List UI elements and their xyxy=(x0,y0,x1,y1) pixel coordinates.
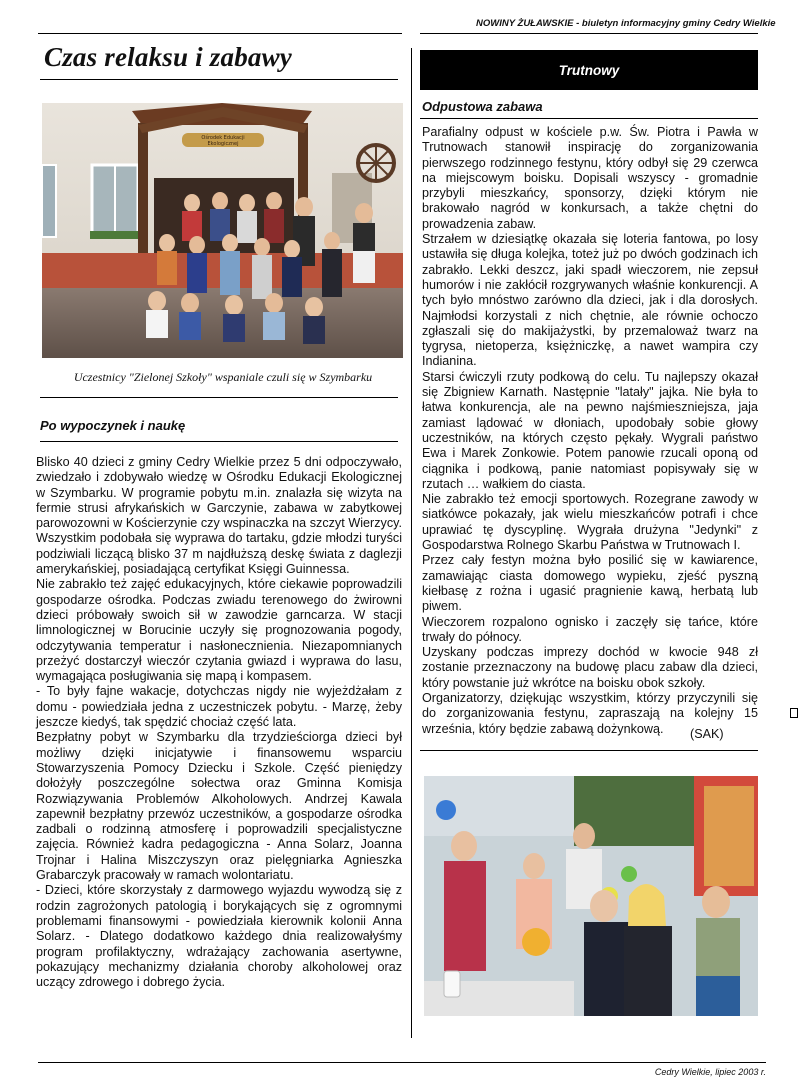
sign-line-1: Ośrodek Edukacji xyxy=(201,135,245,141)
title-underline xyxy=(40,79,398,80)
left-article-title: Po wypoczynek i naukę xyxy=(40,418,186,433)
right-article-end-rule xyxy=(420,750,758,751)
left-paragraph: - Dzieci, które skorzystały z darmowego wyjazdu wywodzą się z rodzin zagrożonych patologią i borykających się z ogromnymi problemami finansowymi - powiedziała kierownik kolonii Anna Solarz. - Dlatego dodatkowo każdego dnia realizowałyśmy program profilaktyczny, wdrażający zachowania asertywne, pokazujący mechanizmy działania choroby alkoholowej oraz uczący zdrowego i dobrego życia. xyxy=(36,883,402,990)
right-paragraph: Parafialny odpust w kościele p.w. Św. Piotra i Pawła w Trutnowach stanowił inspirację do zorganizowania pierwszego rodzinnego festynu, który odbył się 29 czerwca na miejscowym boisku. Dopisali wszyscy - gromadnie przybyli mieszkańcy, sponsorzy, dzięki którym nie brakowało nagród w konkursach, a także chętni do prowadzenia zabaw. xyxy=(422,125,758,231)
banner-label: Trutnowy xyxy=(558,62,620,78)
festival-photo-illustration xyxy=(424,776,758,1016)
footer-rule xyxy=(38,1062,766,1063)
right-article-body xyxy=(422,125,758,737)
running-footer: Cedry Wielkie, lipiec 2003 r. xyxy=(654,1067,766,1077)
right-paragraph: Nie zabrakło też emocji sportowych. Rozegrane zawody w siatkówce pokazały, jak wielu mieszkańców potrafi i chce uprawiać tę dyscyplinę. Wygrała drużyna "Jedynki" z Gospodarstwa Rolnego Skarbu Państwa w Trutnowach I. xyxy=(422,492,758,553)
left-paragraph: Nie zabrakło też zajęć edukacyjnych, które ciekawie poprowadzili gospodarze ośrodka. Podczas zwiadu terenowego do żwirowni dzieci próbowały swoich sił w zawodzie garncarza. W stacji limnologicznej w Borucinie uczyły się prognozowania pogody, odczytywania temperatur i nasłonecznienia. Niezapomnianych przeżyć dostarczył wieczór czytania gwiazd i wyprawa do lasu, wymagająca posługiwania się mapą i kompasem. xyxy=(36,577,402,684)
section-banner xyxy=(420,50,758,90)
group-photo xyxy=(42,103,403,358)
right-paragraph: Strzałem w dziesiątkę okazała się loteria fantowa, po losy ustawiła się długa kolejka, toteż już po dwóch godzinach ich zabrakło. Lekki deszcz, jaki spadł wieczorem, nie zepsuł humorów i nie zakłócił rozgrywanych właśnie konkurencji. A tych było mnóstwo zarówno dla dzieci, jak i dla dorosłych. Najmłodsi korzystali z nich chętnie, ale równie ochoczo zgłaszali się do makijażystki, by przemaloważ twarz na tygrysa, nietoperza, księżniczkę, a nawet wampira czy Indianina. xyxy=(422,232,758,369)
left-article-body xyxy=(36,455,402,990)
left-article-rule xyxy=(40,441,398,442)
running-header: NOWINY ŻUŁAWSKIE - biuletyn informacyjny gminy Cedry Wielkie xyxy=(476,18,776,29)
left-paragraph: Blisko 40 dzieci z gminy Cedry Wielkie przez 5 dni odpoczywało, zwiedzało i zdobywało wiedzę w Ośrodku Edukacji Ekologicznej w Szymbarku. W programie pobytu m.in. znalazła się wizyta na fermie strusi afrykańskich w Garczynie, zabawa w zabytkowej parowozowni w Kościerzynie czy wspinaczka na szczyt Wierzycy. Wszystkim podobała się wyprawa do tartaku, gdzie młodzi turyści podziwiali liczącą blisko 37 m najdłuższą deskę świata z daglezji amerykańskiej, posiadającą certyfikat Księgi Guinnessa. xyxy=(36,455,402,577)
right-article-title: Odpustowa zabawa xyxy=(422,99,543,114)
left-paragraph: Bezpłatny pobyt w Szymbarku dla trzydzieściorga dzieci był możliwy dzięki inicjatywie i finansowemu wsparciu Stowarzyszenia Pomocy Dziecku i Szkole. Część pieniędzy dołożyły poszczególne sołectwa oraz Gminna Komisja Rozwiązywania Problemów Alkoholowych. Andrzej Kawala zapewnił bezpłatny przewóz uczestników, a gospodarze ośrodka zadbali o rodzinną atmosferę i poprowadzili specjalistyczne zajęcia. Również kadra pedagogiczna - Anna Solarz, Joanna Trojnar i Halina Miszczyszyn oraz pielęgniarka Agnieszka Grabarczyk pracowały w ramach wolontariatu. xyxy=(36,730,402,883)
right-paragraph: Wieczorem rozpalono ognisko i zaczęły się tańce, które trwały do północy. xyxy=(422,614,758,644)
right-paragraph: Organizatorzy, dziękując wszystkim, którzy przyczynili się do zorganizowania festynu, zapraszają na kolejny 15 września, który będzie zabawą dożynkową. xyxy=(422,690,758,736)
group-photo-illustration xyxy=(42,103,403,358)
right-paragraph: Uzyskany podczas imprezy dochód w kwocie 948 zł zostanie przeznaczony na budowę placu zabaw dla dzieci, który powstanie już wkrótce na boisku obok szkoły. xyxy=(422,645,758,690)
festival-photo xyxy=(424,776,758,1016)
caption-underline xyxy=(40,397,398,398)
margin-marker xyxy=(790,708,798,718)
left-paragraph: - To były fajne wakacje, dotychczas nigdy nie wyjeżdżałam z domu - powiedziała jedna z uczestniczek pobytu. - Marzę, żeby jeszcze kiedyś, tak spędzić chociaż część lata. xyxy=(36,684,402,730)
right-paragraph: Starsi ćwiczyli rzuty podkową do celu. Tu najlepszy okazał się Zbigniew Karnath. Następnie "latały" jajka. Nie była to łatwa konkurencja, ale na pewno najśmieszniejsza, jaja zamiast lądować w dłoniach, upodobały sobie głowy uczestników, na których często pękały. Wygrali państwo Ewa i Marek Zonkowie. Potem panowie rzucali oponą od ciągnika i podkową, panie natomiast popisywały się w rzutach … wałkiem do ciasta. xyxy=(422,369,758,491)
column-divider xyxy=(411,48,412,1038)
right-paragraph: Przez cały festyn można było posilić się w kawiarence, zamawiając ciasta domowego wypieku, zjeść pyszną kiełbasę z rożna i ugasić pragnienie kawą, herbatą lub piwem. xyxy=(422,553,758,614)
sign-line-2: Ekologicznej xyxy=(207,141,239,147)
photo-caption: Uczestnicy "Zielonej Szkoły" wspaniale czuli się w Szymbarku xyxy=(73,370,373,384)
header-rule xyxy=(420,33,758,34)
signature: (SAK) xyxy=(690,727,724,741)
section-title: Czas relaksu i zabawy xyxy=(44,42,292,72)
center-sign xyxy=(201,134,244,147)
right-article-rule xyxy=(420,118,758,119)
header-rule-left xyxy=(38,33,402,34)
